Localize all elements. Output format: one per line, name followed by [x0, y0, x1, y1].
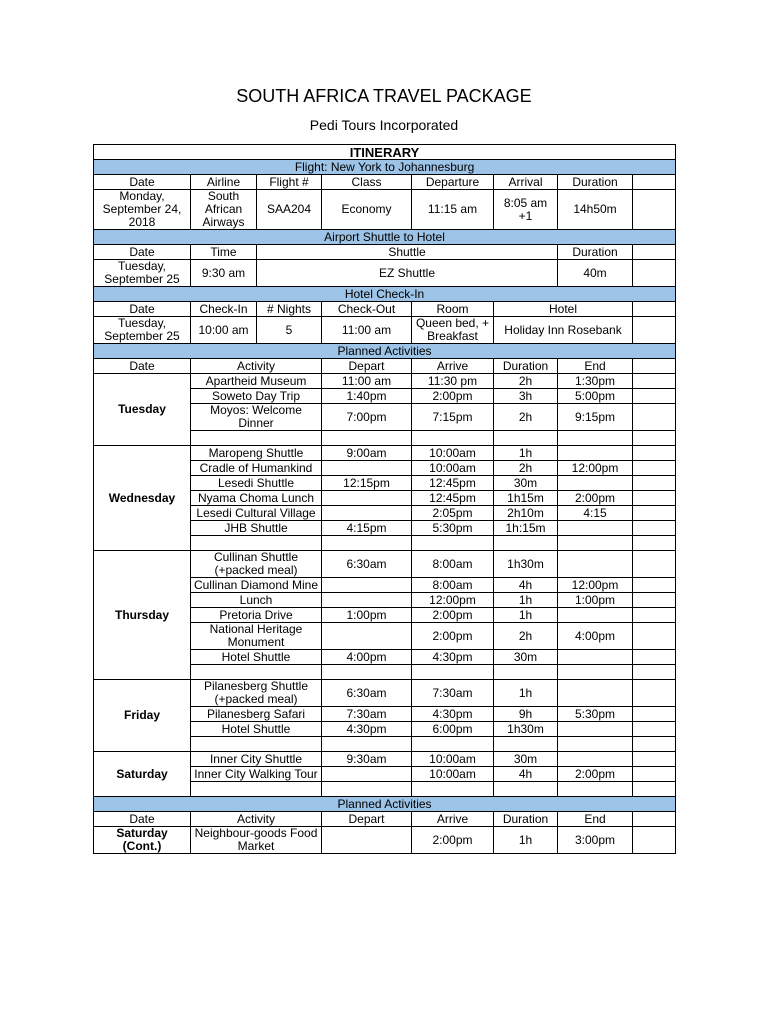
activity-arrive: 10:00am — [412, 752, 494, 767]
activity-arrive: 10:00am — [412, 767, 494, 782]
activity-depart: 7:30am — [322, 707, 412, 722]
activity-duration: 1h — [494, 680, 558, 707]
activity-depart: 7:00pm — [322, 404, 412, 431]
activity-arrive: 8:00am — [412, 578, 494, 593]
document-title: SOUTH AFRICA TRAVEL PACKAGE — [236, 86, 532, 106]
activity-name: Pretoria Drive — [191, 608, 322, 623]
activity-end — [558, 446, 633, 461]
activity-arrive: 4:30pm — [412, 707, 494, 722]
activity-name: Lesedi Shuttle — [191, 476, 322, 491]
empty-cell — [633, 190, 676, 230]
empty-cell — [494, 782, 558, 797]
activity-end: 2:00pm — [558, 491, 633, 506]
activity-end: 1:30pm — [558, 374, 633, 389]
activity-name: JHB Shuttle — [191, 521, 322, 536]
empty-cell — [494, 431, 558, 446]
activity-name: Cullinan Shuttle (+packed meal) — [191, 551, 322, 578]
activity-end — [558, 680, 633, 707]
activity-duration: 30m — [494, 476, 558, 491]
flight-data-row — [94, 190, 676, 230]
empty-cell — [633, 431, 676, 446]
activity-depart: 4:15pm — [322, 521, 412, 536]
col-header: Shuttle — [257, 245, 558, 260]
empty-cell — [633, 521, 676, 536]
activity-duration: 1h — [494, 446, 558, 461]
activity-end: 5:30pm — [558, 707, 633, 722]
col-header: Check-Out — [322, 302, 412, 317]
activity-arrive: 2:00pm — [412, 389, 494, 404]
empty-cell — [633, 593, 676, 608]
activity-depart: 1:00pm — [322, 608, 412, 623]
col-header: Depart — [322, 812, 412, 827]
activity-depart: 6:30am — [322, 680, 412, 707]
activity-duration: 1h — [494, 827, 558, 854]
flight-header-row — [94, 175, 676, 190]
activity-depart: 4:30pm — [322, 722, 412, 737]
empty-cell — [322, 665, 412, 680]
activity-name: Maropeng Shuttle — [191, 446, 322, 461]
empty-cell — [558, 737, 633, 752]
activity-day: Thursday — [94, 551, 191, 680]
hotel-room: Queen bed, + Breakfast — [412, 317, 494, 344]
activity-day: Tuesday — [94, 374, 191, 446]
col-header: Duration — [494, 812, 558, 827]
activity-row — [94, 680, 676, 707]
empty-cell — [558, 536, 633, 551]
hotel-data-row — [94, 317, 676, 344]
activity-row — [94, 446, 676, 461]
activity-end: 4:15 — [558, 506, 633, 521]
activity-depart: 4:00pm — [322, 650, 412, 665]
shuttle-header-row — [94, 245, 676, 260]
empty-cell — [633, 650, 676, 665]
activity-depart — [322, 623, 412, 650]
empty-cell — [412, 536, 494, 551]
activity-arrive: 10:00am — [412, 461, 494, 476]
col-header: Flight # — [257, 175, 322, 190]
col-header: Date — [94, 812, 191, 827]
activity-duration: 2h — [494, 374, 558, 389]
col-header: Duration — [558, 245, 633, 260]
activities-header-row — [94, 359, 676, 374]
empty-cell — [322, 782, 412, 797]
col-header: Room — [412, 302, 494, 317]
activity-end: 4:00pm — [558, 623, 633, 650]
activity-arrive: 2:05pm — [412, 506, 494, 521]
empty-cell — [633, 317, 676, 344]
shuttle-date: Tuesday, September 25 — [94, 260, 191, 287]
activity-end: 5:00pm — [558, 389, 633, 404]
hotel-checkin: 10:00 am — [191, 317, 257, 344]
col-header: Departure — [412, 175, 494, 190]
empty-cell — [633, 680, 676, 707]
activity-arrive: 12:45pm — [412, 476, 494, 491]
empty-cell — [494, 665, 558, 680]
empty-cell — [558, 665, 633, 680]
empty-cell — [558, 431, 633, 446]
activity-duration: 1h30m — [494, 551, 558, 578]
col-header: End — [558, 359, 633, 374]
empty-cell — [633, 722, 676, 737]
flight-class: Economy — [322, 190, 412, 230]
activity-depart: 12:15pm — [322, 476, 412, 491]
hotel-checkout: 11:00 am — [322, 317, 412, 344]
empty-cell — [633, 707, 676, 722]
activity-depart: 6:30am — [322, 551, 412, 578]
empty-cell — [633, 812, 676, 827]
activity-duration: 2h — [494, 623, 558, 650]
activity-duration: 1h30m — [494, 722, 558, 737]
activity-depart: 1:40pm — [322, 389, 412, 404]
empty-cell — [633, 623, 676, 650]
activity-name: Apartheid Museum — [191, 374, 322, 389]
activity-end: 3:00pm — [558, 827, 633, 854]
activity-duration: 9h — [494, 707, 558, 722]
activity-arrive: 7:15pm — [412, 404, 494, 431]
col-header: Duration — [558, 175, 633, 190]
col-header: Hotel — [494, 302, 633, 317]
col-header: Date — [94, 175, 191, 190]
activity-day: Saturday — [94, 752, 191, 797]
activity-day: Saturday (Cont.) — [94, 827, 191, 854]
col-header: Arrive — [412, 359, 494, 374]
activity-name: Inner City Shuttle — [191, 752, 322, 767]
empty-cell — [633, 665, 676, 680]
activity-duration: 1h15m — [494, 491, 558, 506]
activity-arrive: 12:00pm — [412, 593, 494, 608]
activity-row — [94, 551, 676, 578]
activity-end: 2:00pm — [558, 767, 633, 782]
shuttle-band: Airport Shuttle to Hotel — [94, 230, 676, 245]
activity-depart — [322, 461, 412, 476]
itinerary-heading: ITINERARY — [94, 145, 676, 160]
activity-depart: 9:30am — [322, 752, 412, 767]
hotel-band-row — [94, 287, 676, 302]
activity-day: Wednesday — [94, 446, 191, 551]
flight-duration: 14h50m — [558, 190, 633, 230]
hotel-nights: 5 — [257, 317, 322, 344]
activity-duration: 30m — [494, 752, 558, 767]
empty-cell — [191, 536, 322, 551]
shuttle-duration: 40m — [558, 260, 633, 287]
empty-cell — [633, 767, 676, 782]
col-header: Activity — [191, 359, 322, 374]
col-header: Airline — [191, 175, 257, 190]
col-header: Activity — [191, 812, 322, 827]
empty-cell — [633, 737, 676, 752]
activity-arrive: 4:30pm — [412, 650, 494, 665]
activity-end: 9:15pm — [558, 404, 633, 431]
activity-arrive: 11:30 pm — [412, 374, 494, 389]
col-header: Arrival — [494, 175, 558, 190]
activity-duration: 2h — [494, 404, 558, 431]
empty-cell — [412, 737, 494, 752]
activity-name: Lunch — [191, 593, 322, 608]
activity-end — [558, 551, 633, 578]
empty-cell — [191, 665, 322, 680]
activity-end: 12:00pm — [558, 461, 633, 476]
activity-arrive: 8:00am — [412, 551, 494, 578]
activity-duration: 4h — [494, 578, 558, 593]
activity-arrive: 12:45pm — [412, 491, 494, 506]
empty-cell — [494, 536, 558, 551]
empty-cell — [558, 782, 633, 797]
activities-band: Planned Activities — [94, 344, 676, 359]
hotel-band: Hotel Check-In — [94, 287, 676, 302]
itinerary-table — [93, 144, 676, 854]
activities2-band-row — [94, 797, 676, 812]
document-subtitle: Pedi Tours Incorporated — [309, 117, 459, 133]
activity-name: Cradle of Humankind — [191, 461, 322, 476]
empty-cell — [633, 260, 676, 287]
activities-band-row — [94, 344, 676, 359]
activity-duration: 1h — [494, 608, 558, 623]
activity-duration: 1h — [494, 593, 558, 608]
activity-end: 12:00pm — [558, 578, 633, 593]
shuttle-time: 9:30 am — [191, 260, 257, 287]
activity-depart: 11:00 am — [322, 374, 412, 389]
activity-depart: 9:00am — [322, 446, 412, 461]
activity-depart — [322, 767, 412, 782]
activity-name: Inner City Walking Tour — [191, 767, 322, 782]
shuttle-name: EZ Shuttle — [257, 260, 558, 287]
activity-name: Cullinan Diamond Mine — [191, 578, 322, 593]
activity-name: Pilanesberg Shuttle (+packed meal) — [191, 680, 322, 707]
activity-row — [94, 374, 676, 389]
activity-arrive: 5:30pm — [412, 521, 494, 536]
activity-end: 1:00pm — [558, 593, 633, 608]
empty-cell — [322, 431, 412, 446]
activity-name: National Heritage Monument — [191, 623, 322, 650]
empty-cell — [633, 506, 676, 521]
col-header: Date — [94, 245, 191, 260]
activity-duration: 30m — [494, 650, 558, 665]
activity-arrive: 6:00pm — [412, 722, 494, 737]
shuttle-data-row — [94, 260, 676, 287]
activity-depart — [322, 506, 412, 521]
activity-arrive: 7:30am — [412, 680, 494, 707]
col-header: Time — [191, 245, 257, 260]
activity-name: Neighbour-goods Food Market — [191, 827, 322, 854]
empty-cell — [191, 782, 322, 797]
empty-cell — [412, 665, 494, 680]
empty-cell — [633, 782, 676, 797]
activity-arrive: 2:00pm — [412, 608, 494, 623]
empty-cell — [633, 476, 676, 491]
empty-cell — [633, 551, 676, 578]
activity-depart — [322, 578, 412, 593]
activity-arrive: 2:00pm — [412, 827, 494, 854]
col-header: Class — [322, 175, 412, 190]
activity-end — [558, 752, 633, 767]
col-header: Depart — [322, 359, 412, 374]
empty-cell — [633, 827, 676, 854]
empty-cell — [633, 461, 676, 476]
empty-cell — [633, 175, 676, 190]
empty-cell — [633, 446, 676, 461]
col-header: End — [558, 812, 633, 827]
empty-cell — [494, 737, 558, 752]
activity-arrive: 10:00am — [412, 446, 494, 461]
col-header: Check-In — [191, 302, 257, 317]
empty-cell — [633, 389, 676, 404]
shuttle-band-row — [94, 230, 676, 245]
activity-name: Soweto Day Trip — [191, 389, 322, 404]
activity-arrive: 2:00pm — [412, 623, 494, 650]
empty-cell — [633, 374, 676, 389]
empty-cell — [322, 536, 412, 551]
empty-cell — [633, 752, 676, 767]
flight-number: SAA204 — [257, 190, 322, 230]
activity-name: Hotel Shuttle — [191, 722, 322, 737]
activity-depart — [322, 827, 412, 854]
empty-cell — [412, 782, 494, 797]
empty-cell — [191, 737, 322, 752]
activity-end — [558, 722, 633, 737]
hotel-header-row — [94, 302, 676, 317]
empty-cell — [191, 431, 322, 446]
flight-band-row — [94, 160, 676, 175]
col-header: Arrive — [412, 812, 494, 827]
activity-end — [558, 521, 633, 536]
activities2-band: Planned Activities — [94, 797, 676, 812]
activity-duration: 4h — [494, 767, 558, 782]
empty-cell — [633, 245, 676, 260]
activity-name: Pilanesberg Safari — [191, 707, 322, 722]
flight-departure: 11:15 am — [412, 190, 494, 230]
activity-name: Hotel Shuttle — [191, 650, 322, 665]
empty-cell — [412, 431, 494, 446]
empty-cell — [633, 536, 676, 551]
activity-end — [558, 608, 633, 623]
empty-cell — [633, 491, 676, 506]
empty-cell — [633, 608, 676, 623]
empty-cell — [322, 737, 412, 752]
activity-duration: 1h:15m — [494, 521, 558, 536]
flight-date: Monday, September 24, 2018 — [94, 190, 191, 230]
activity-name: Nyama Choma Lunch — [191, 491, 322, 506]
flight-airline: South African Airways — [191, 190, 257, 230]
hotel-name: Holiday Inn Rosebank — [494, 317, 633, 344]
activity-end — [558, 476, 633, 491]
flight-arrival: 8:05 am +1 — [494, 190, 558, 230]
empty-cell — [633, 359, 676, 374]
activities2-header-row — [94, 812, 676, 827]
activities2-data-row — [94, 827, 676, 854]
activity-duration: 3h — [494, 389, 558, 404]
activity-row — [94, 752, 676, 767]
activity-name: Lesedi Cultural Village — [191, 506, 322, 521]
activity-duration: 2h — [494, 461, 558, 476]
col-header: Duration — [494, 359, 558, 374]
activity-end — [558, 650, 633, 665]
col-header: Date — [94, 302, 191, 317]
empty-cell — [633, 404, 676, 431]
activity-duration: 2h10m — [494, 506, 558, 521]
col-header: # Nights — [257, 302, 322, 317]
empty-cell — [633, 578, 676, 593]
activity-depart — [322, 491, 412, 506]
flight-band: Flight: New York to Johannesburg — [94, 160, 676, 175]
col-header: Date — [94, 359, 191, 374]
itinerary-header-row — [94, 145, 676, 160]
empty-cell — [633, 302, 676, 317]
activity-name: Moyos: Welcome Dinner — [191, 404, 322, 431]
activity-depart — [322, 593, 412, 608]
activity-day: Friday — [94, 680, 191, 752]
hotel-date: Tuesday, September 25 — [94, 317, 191, 344]
